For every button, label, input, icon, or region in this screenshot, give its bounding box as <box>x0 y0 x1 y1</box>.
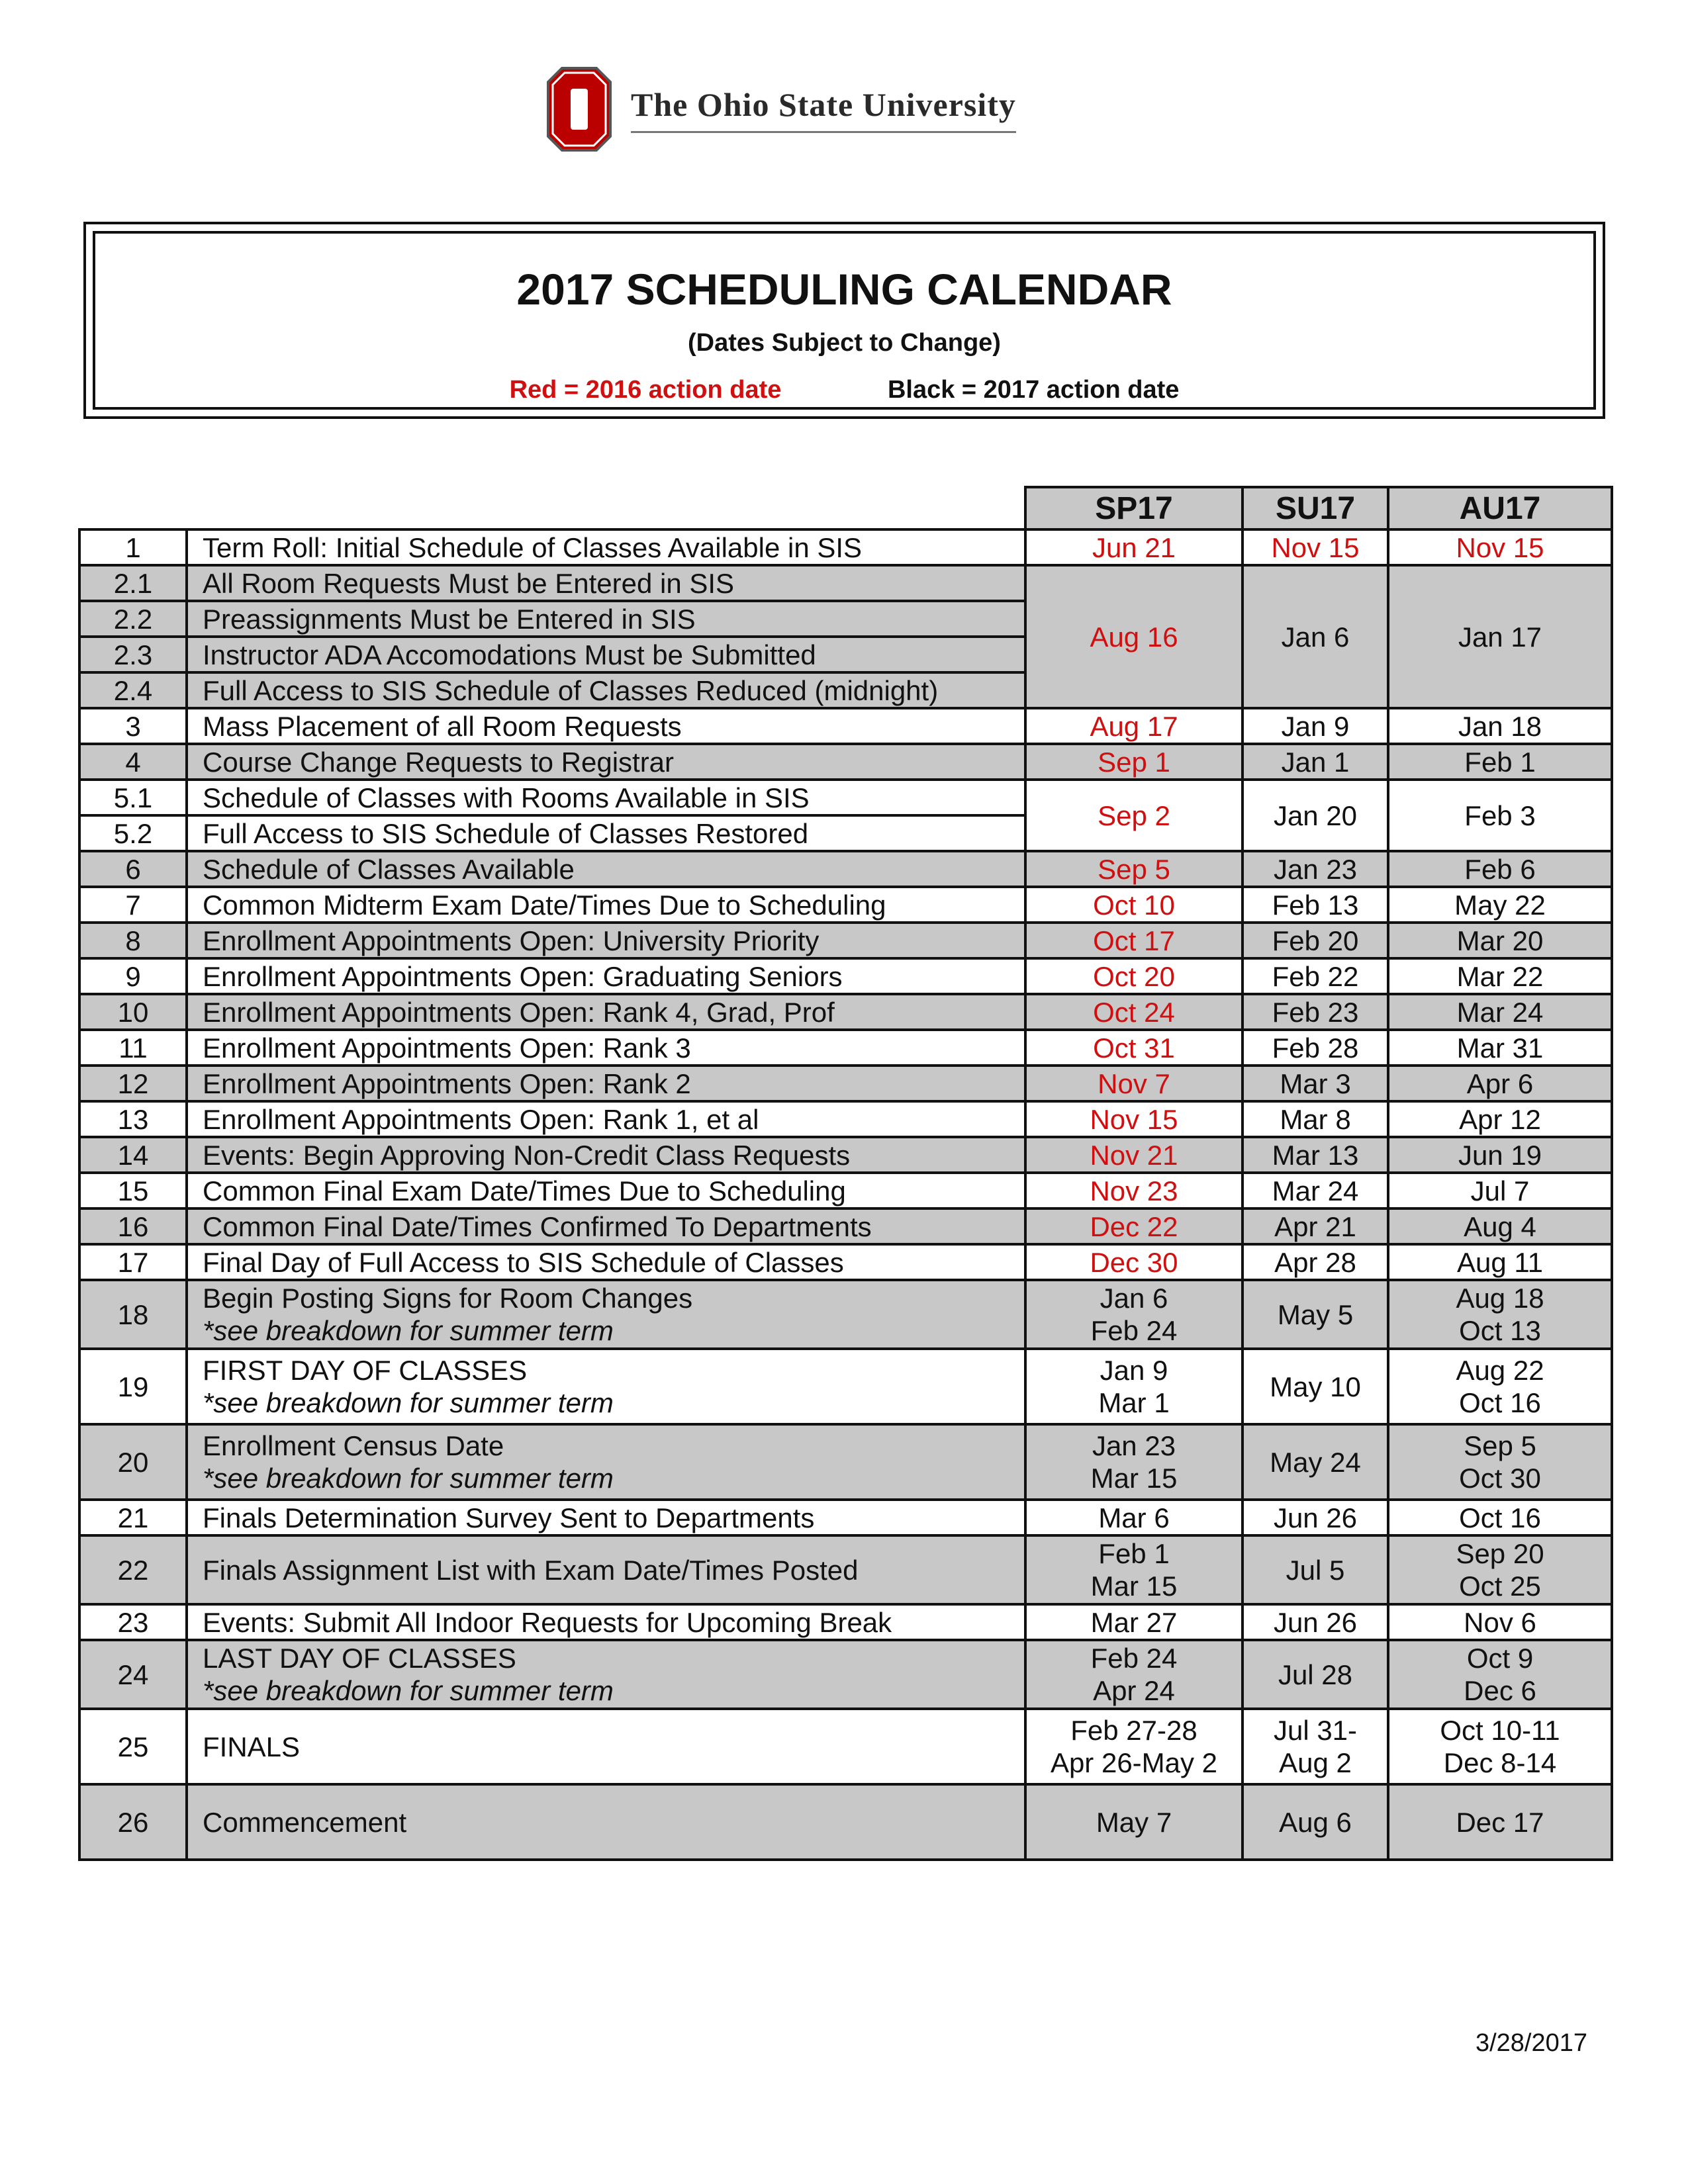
row-number: 14 <box>79 1137 187 1173</box>
table-row <box>79 958 1612 994</box>
date-su17: Feb 20 <box>1243 923 1388 958</box>
row-description: Course Change Requests to Registrar <box>187 744 1025 780</box>
row-number: 23 <box>79 1604 187 1640</box>
date-sp17 <box>1025 1640 1243 1709</box>
date-sp17: Sep 2 <box>1025 780 1243 851</box>
date-su17: Jun 26 <box>1243 1604 1388 1640</box>
date-au17: Jul 7 <box>1388 1173 1612 1208</box>
row-number: 12 <box>79 1066 187 1101</box>
table-row <box>79 1066 1612 1101</box>
date-sp17: Mar 27 <box>1025 1604 1243 1640</box>
row-number: 4 <box>79 744 187 780</box>
row-number: 21 <box>79 1500 187 1535</box>
row-number: 2.1 <box>79 565 187 601</box>
date-line: Mar 15 <box>1090 1570 1178 1602</box>
date-line: Aug 2 <box>1279 1747 1352 1778</box>
date-sp17: Oct 20 <box>1025 958 1243 994</box>
row-description: Enrollment Appointments Open: Rank 1, et al <box>187 1101 1025 1137</box>
row-number: 15 <box>79 1173 187 1208</box>
date-su17: Jan 20 <box>1243 780 1388 851</box>
date-au17: Mar 31 <box>1388 1030 1612 1066</box>
date-line: Oct 13 <box>1459 1315 1541 1346</box>
date-sp17: Nov 21 <box>1025 1137 1243 1173</box>
table-row <box>79 887 1612 923</box>
row-description: Finals Determination Survey Sent to Departments <box>187 1500 1025 1535</box>
row-description: Enrollment Appointments Open: Rank 2 <box>187 1066 1025 1101</box>
date-line: Jan 9 <box>1100 1355 1168 1386</box>
row-note: *see breakdown for summer term <box>203 1387 614 1418</box>
row-description: Enrollment Appointments Open: Graduating Seniors <box>187 958 1025 994</box>
date-line: Mar 1 <box>1098 1387 1170 1418</box>
date-sp17: Oct 24 <box>1025 994 1243 1030</box>
table-row <box>79 1030 1612 1066</box>
date-su17: Mar 24 <box>1243 1173 1388 1208</box>
row-note: *see breakdown for summer term <box>203 1463 614 1494</box>
row-number: 6 <box>79 851 187 887</box>
date-au17: Jan 17 <box>1388 565 1612 708</box>
date-au17: Feb 3 <box>1388 780 1612 851</box>
date-au17 <box>1388 1349 1612 1424</box>
revision-date: 3/28/2017 <box>1475 2029 1587 2057</box>
date-line: Sep 5 <box>1464 1430 1536 1461</box>
date-sp17: Dec 30 <box>1025 1244 1243 1280</box>
table-row <box>79 1535 1612 1604</box>
row-note: *see breakdown for summer term <box>203 1675 614 1706</box>
date-au17: Apr 12 <box>1388 1101 1612 1137</box>
row-description <box>187 1640 1025 1709</box>
row-number: 1 <box>79 529 187 565</box>
date-au17: Nov 6 <box>1388 1604 1612 1640</box>
date-au17: Nov 15 <box>1388 529 1612 565</box>
date-su17: Feb 13 <box>1243 887 1388 923</box>
date-line: Feb 27-28 <box>1070 1715 1197 1746</box>
date-line: Feb 24 <box>1090 1315 1178 1346</box>
date-au17: Jan 18 <box>1388 708 1612 744</box>
date-au17: Aug 4 <box>1388 1208 1612 1244</box>
row-number: 8 <box>79 923 187 958</box>
row-description: Full Access to SIS Schedule of Classes Restored <box>187 815 1025 851</box>
date-su17: May 5 <box>1243 1280 1388 1349</box>
page-subtitle: (Dates Subject to Change) <box>688 329 1001 357</box>
row-description: Commencement <box>187 1784 1025 1860</box>
row-number: 19 <box>79 1349 187 1424</box>
table-row <box>79 1349 1612 1424</box>
row-description: Schedule of Classes with Rooms Available in SIS <box>187 780 1025 815</box>
row-number: 16 <box>79 1208 187 1244</box>
date-su17: Nov 15 <box>1243 529 1388 565</box>
table-row <box>79 1709 1612 1784</box>
date-line: Aug 22 <box>1456 1355 1544 1386</box>
row-number: 2.4 <box>79 672 187 708</box>
row-number: 17 <box>79 1244 187 1280</box>
row-number: 25 <box>79 1709 187 1784</box>
date-sp17 <box>1025 1709 1243 1784</box>
row-number: 24 <box>79 1640 187 1709</box>
date-sp17: Oct 10 <box>1025 887 1243 923</box>
date-sp17: Mar 6 <box>1025 1500 1243 1535</box>
university-logo <box>546 66 1016 152</box>
date-su17: Mar 3 <box>1243 1066 1388 1101</box>
date-au17: Mar 22 <box>1388 958 1612 994</box>
date-sp17: Oct 31 <box>1025 1030 1243 1066</box>
table-row <box>79 708 1612 744</box>
date-su17: Jul 28 <box>1243 1640 1388 1709</box>
date-au17: Feb 1 <box>1388 744 1612 780</box>
row-number: 2.2 <box>79 601 187 637</box>
row-number: 7 <box>79 887 187 923</box>
date-sp17 <box>1025 1424 1243 1500</box>
date-su17: Jan 6 <box>1243 565 1388 708</box>
date-au17: Jun 19 <box>1388 1137 1612 1173</box>
row-number: 26 <box>79 1784 187 1860</box>
date-au17: May 22 <box>1388 887 1612 923</box>
row-description-text: LAST DAY OF CLASSES <box>203 1643 516 1674</box>
row-number: 2.3 <box>79 637 187 672</box>
date-su17: Apr 28 <box>1243 1244 1388 1280</box>
row-number: 11 <box>79 1030 187 1066</box>
legend <box>95 376 1593 404</box>
date-au17: Mar 24 <box>1388 994 1612 1030</box>
date-au17: Aug 11 <box>1388 1244 1612 1280</box>
row-number: 5.1 <box>79 780 187 815</box>
date-line: Oct 10-11 <box>1440 1715 1560 1746</box>
row-number: 9 <box>79 958 187 994</box>
table-row <box>79 994 1612 1030</box>
row-description: Common Midterm Exam Date/Times Due to Scheduling <box>187 887 1025 923</box>
date-sp17: Aug 16 <box>1025 565 1243 708</box>
row-number: 18 <box>79 1280 187 1349</box>
term-header-sp17: SP17 <box>1025 487 1243 529</box>
row-description: FINALS <box>187 1709 1025 1784</box>
date-au17: Mar 20 <box>1388 923 1612 958</box>
row-description: Full Access to SIS Schedule of Classes Reduced (midnight) <box>187 672 1025 708</box>
date-au17: Oct 16 <box>1388 1500 1612 1535</box>
row-description: Enrollment Appointments Open: Rank 4, Grad, Prof <box>187 994 1025 1030</box>
date-su17: Mar 13 <box>1243 1137 1388 1173</box>
date-sp17: Aug 17 <box>1025 708 1243 744</box>
date-au17 <box>1388 1709 1612 1784</box>
date-line: Dec 6 <box>1464 1675 1536 1706</box>
legend-red: Red = 2016 action date <box>509 376 782 404</box>
row-description: Events: Begin Approving Non-Credit Class Requests <box>187 1137 1025 1173</box>
date-au17: Dec 17 <box>1388 1784 1612 1860</box>
date-line: Sep 20 <box>1456 1538 1544 1569</box>
date-line: Feb 1 <box>1098 1538 1170 1569</box>
page-title: 2017 SCHEDULING CALENDAR <box>516 265 1172 314</box>
date-au17: Feb 6 <box>1388 851 1612 887</box>
date-line: Oct 30 <box>1459 1463 1541 1494</box>
table-row <box>79 1101 1612 1137</box>
row-description: All Room Requests Must be Entered in SIS <box>187 565 1025 601</box>
date-line: Jan 23 <box>1092 1430 1176 1461</box>
scheduling-table <box>78 486 1613 1861</box>
date-su17: Feb 22 <box>1243 958 1388 994</box>
date-sp17 <box>1025 1535 1243 1604</box>
row-description: Mass Placement of all Room Requests <box>187 708 1025 744</box>
date-line: Oct 16 <box>1459 1387 1541 1418</box>
row-description <box>187 1349 1025 1424</box>
table-row <box>79 1784 1612 1860</box>
table-row <box>79 1424 1612 1500</box>
term-header-au17: AU17 <box>1388 487 1612 529</box>
date-sp17: Nov 7 <box>1025 1066 1243 1101</box>
table-row <box>79 851 1612 887</box>
row-number: 13 <box>79 1101 187 1137</box>
date-line: Feb 24 <box>1090 1643 1178 1674</box>
row-description: Finals Assignment List with Exam Date/Times Posted <box>187 1535 1025 1604</box>
table-row <box>79 1173 1612 1208</box>
date-au17 <box>1388 1424 1612 1500</box>
row-description: Term Roll: Initial Schedule of Classes Available in SIS <box>187 529 1025 565</box>
table-row <box>79 1244 1612 1280</box>
row-note: *see breakdown for summer term <box>203 1315 614 1346</box>
row-description: Common Final Exam Date/Times Due to Scheduling <box>187 1173 1025 1208</box>
row-number: 3 <box>79 708 187 744</box>
row-description: Events: Submit All Indoor Requests for Upcoming Break <box>187 1604 1025 1640</box>
table-row <box>79 780 1612 815</box>
date-su17: Jan 9 <box>1243 708 1388 744</box>
date-au17 <box>1388 1535 1612 1604</box>
date-au17 <box>1388 1640 1612 1709</box>
row-description: Final Day of Full Access to SIS Schedule of Classes <box>187 1244 1025 1280</box>
date-su17: May 24 <box>1243 1424 1388 1500</box>
date-line: Oct 25 <box>1459 1570 1541 1602</box>
table-row <box>79 1280 1612 1349</box>
date-sp17: Sep 5 <box>1025 851 1243 887</box>
date-line: Apr 24 <box>1093 1675 1175 1706</box>
legend-black: Black = 2017 action date <box>887 376 1180 404</box>
row-description <box>187 1280 1025 1349</box>
table-row <box>79 1208 1612 1244</box>
date-sp17: Dec 22 <box>1025 1208 1243 1244</box>
date-su17: Jul 5 <box>1243 1535 1388 1604</box>
row-description-text: FIRST DAY OF CLASSES <box>203 1355 528 1386</box>
term-header-row <box>79 487 1612 529</box>
university-name: The Ohio State University <box>631 85 1016 133</box>
table-row <box>79 923 1612 958</box>
row-description: Enrollment Appointments Open: University Priority <box>187 923 1025 958</box>
table-row <box>79 1640 1612 1709</box>
date-sp17 <box>1025 1349 1243 1424</box>
row-description: Preassignments Must be Entered in SIS <box>187 601 1025 637</box>
block-o-logo-icon <box>546 66 612 152</box>
date-su17: Apr 21 <box>1243 1208 1388 1244</box>
date-au17 <box>1388 1280 1612 1349</box>
table-row <box>79 1604 1612 1640</box>
calendar-header <box>83 222 1605 419</box>
row-number: 10 <box>79 994 187 1030</box>
date-sp17: May 7 <box>1025 1784 1243 1860</box>
table-row <box>79 1500 1612 1535</box>
table-row <box>79 1137 1612 1173</box>
date-su17: Feb 23 <box>1243 994 1388 1030</box>
date-line: Jul 31- <box>1273 1715 1358 1746</box>
date-line: Dec 8-14 <box>1443 1747 1557 1778</box>
date-sp17: Sep 1 <box>1025 744 1243 780</box>
date-line: Mar 15 <box>1090 1463 1178 1494</box>
table-row <box>79 529 1612 565</box>
date-su17: Jan 1 <box>1243 744 1388 780</box>
date-su17: Mar 8 <box>1243 1101 1388 1137</box>
row-description-text: Begin Posting Signs for Room Changes <box>203 1283 693 1314</box>
date-su17: May 10 <box>1243 1349 1388 1424</box>
table-row <box>79 744 1612 780</box>
date-line: Jan 6 <box>1100 1283 1168 1314</box>
row-number: 5.2 <box>79 815 187 851</box>
date-au17: Apr 6 <box>1388 1066 1612 1101</box>
date-su17: Aug 6 <box>1243 1784 1388 1860</box>
term-header-su17: SU17 <box>1243 487 1388 529</box>
row-description: Schedule of Classes Available <box>187 851 1025 887</box>
row-description: Instructor ADA Accomodations Must be Submitted <box>187 637 1025 672</box>
table-row <box>79 565 1612 601</box>
date-sp17 <box>1025 1280 1243 1349</box>
date-su17: Jun 26 <box>1243 1500 1388 1535</box>
date-line: Oct 9 <box>1466 1643 1534 1674</box>
row-description-text: Enrollment Census Date <box>203 1430 504 1461</box>
date-line: Apr 26-May 2 <box>1050 1747 1218 1778</box>
date-su17: Jan 23 <box>1243 851 1388 887</box>
date-sp17: Jun 21 <box>1025 529 1243 565</box>
date-line: Aug 18 <box>1456 1283 1544 1314</box>
row-description: Enrollment Appointments Open: Rank 3 <box>187 1030 1025 1066</box>
date-sp17: Nov 15 <box>1025 1101 1243 1137</box>
row-number: 22 <box>79 1535 187 1604</box>
row-description: Common Final Date/Times Confirmed To Departments <box>187 1208 1025 1244</box>
date-sp17: Nov 23 <box>1025 1173 1243 1208</box>
date-sp17: Oct 17 <box>1025 923 1243 958</box>
date-su17: Feb 28 <box>1243 1030 1388 1066</box>
date-su17 <box>1243 1709 1388 1784</box>
row-number: 20 <box>79 1424 187 1500</box>
row-description <box>187 1424 1025 1500</box>
